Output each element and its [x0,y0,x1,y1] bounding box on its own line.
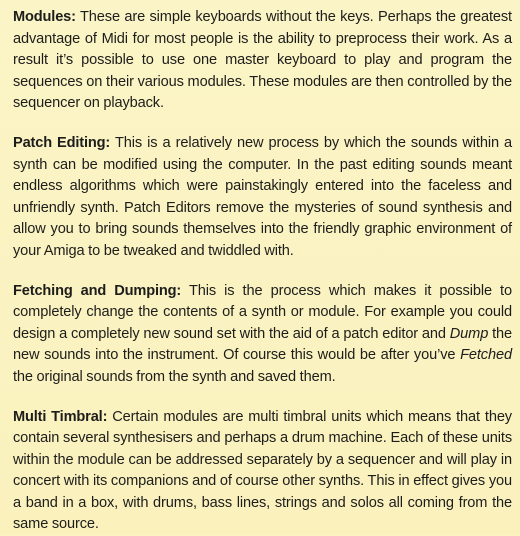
term-modules: Modules: [13,9,76,25]
term-fetching-dumping: Fetching and Dumping: [13,283,181,299]
entry-patch-editing [13,133,512,263]
entry-multi-timbral [13,407,512,536]
definition-fetching-dumping-part-2: the new sounds into the instrument. Of course this would be after you’ve [13,326,512,364]
definition-multi-timbral: Certain modules are multi timbral units which means that they contain several synthesisers and perhaps a drum machine. Each of these units within the module can be addressed separately by a sequencer and will play in concert with its companions and of course other synths. This in effect gives you a band in a box, with drums, bass lines, strings and solos all coming from the same source. [13,409,512,533]
entry-modules [13,7,512,115]
definition-fetching-dumping-part-1: This is the process which makes it possible to completely change the contents of a synth or module. For example you could design a completely new sound set with the aid of a patch editor and [13,283,512,342]
term-multi-timbral: Multi Timbral: [13,409,107,425]
entry-fetching-dumping [13,281,512,389]
emphasis-fetched: Fetched [460,347,512,363]
definition-patch-editing: This is a relatively new process by which the sounds within a synth can be modified using the computer. In the past editing sounds meant endless algorithms which were painstakingly entered into the faceless and unfriendly synth. Patch Editors remove the mysteries of sound synthesis and allow you to bring sounds themselves into the friendly graphic environment of your Amiga to be tweaked and twiddled with. [13,135,512,259]
term-patch-editing: Patch Editing: [13,135,110,151]
definition-modules: These are simple keyboards without the keys. Perhaps the greatest advantage of Midi for most people is the ability to preprocess their work. As a result it’s possible to use one master keyboard to play and program the sequences on their various modules. These modules are then controlled by the sequencer on playback. [13,9,512,111]
emphasis-dump: Dump [450,326,488,342]
definition-fetching-dumping-part-3: the original sounds from the synth and saved them. [13,369,336,385]
